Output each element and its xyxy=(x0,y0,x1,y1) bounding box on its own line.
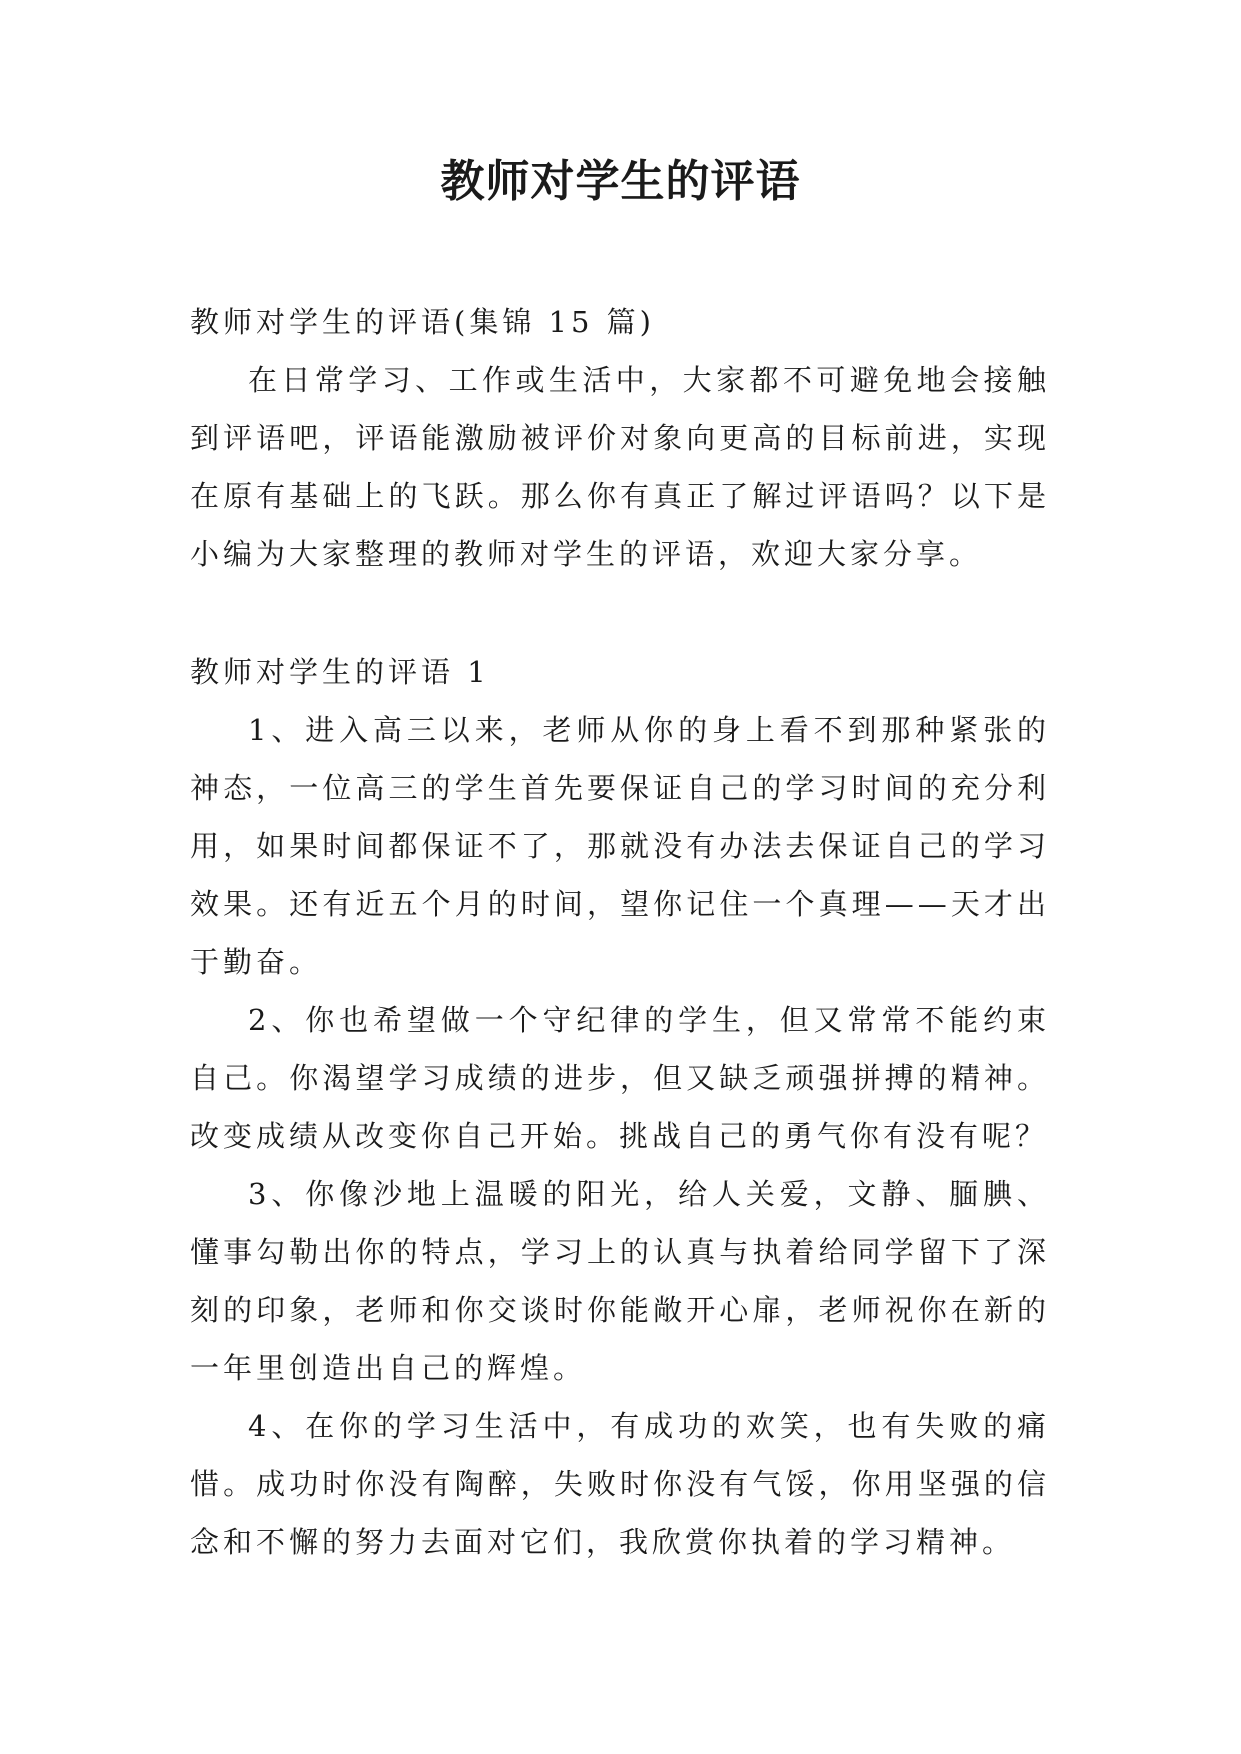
document-title: 教师对学生的评语 xyxy=(440,156,801,207)
section-spacer xyxy=(190,583,1050,643)
comment-item-2: 2、你也希望做一个守纪律的学生，但又常常不能约束自己。你渴望学习成绩的进步，但又缺乏顽强拼搏的精神。改变成绩从改变你自己开始。挑战自己的勇气你有没有呢？ xyxy=(190,1003,1050,1153)
intro-paragraph: 在日常学习、工作或生活中，大家都不可避免地会接触到评语吧，评语能激励被评价对象向更高的目标前进，实现在原有基础上的飞跃。那么你有真正了解过评语吗？以下是小编为大家整理的教师对学生的评语，欢迎大家分享。 xyxy=(190,363,1050,571)
subtitle: 教师对学生的评语(集锦 15 篇) xyxy=(190,305,655,339)
comment-item-1: 1、进入高三以来，老师从你的身上看不到那种紧张的神态，一位高三的学生首先要保证自己的学习时间的充分利用，如果时间都保证不了，那就没有办法去保证自己的学习效果。还有近五个月的时间，望你记住一个真理——天才出于勤奋。 xyxy=(190,713,1050,979)
document-body xyxy=(190,293,1050,1571)
comment-item-4: 4、在你的学习生活中，有成功的欢笑，也有失败的痛惜。成功时你没有陶醉，失败时你没有气馁，你用坚强的信念和不懈的努力去面对它们，我欣赏你执着的学习精神。 xyxy=(190,1409,1050,1559)
section-heading: 教师对学生的评语 1 xyxy=(190,655,490,689)
comment-item-3: 3、你像沙地上温暖的阳光，给人关爱，文静、腼腆、懂事勾勒出你的特点，学习上的认真与执着给同学留下了深刻的印象，老师和你交谈时你能敞开心扉，老师祝你在新的一年里创造出自己的辉煌。 xyxy=(190,1177,1050,1385)
